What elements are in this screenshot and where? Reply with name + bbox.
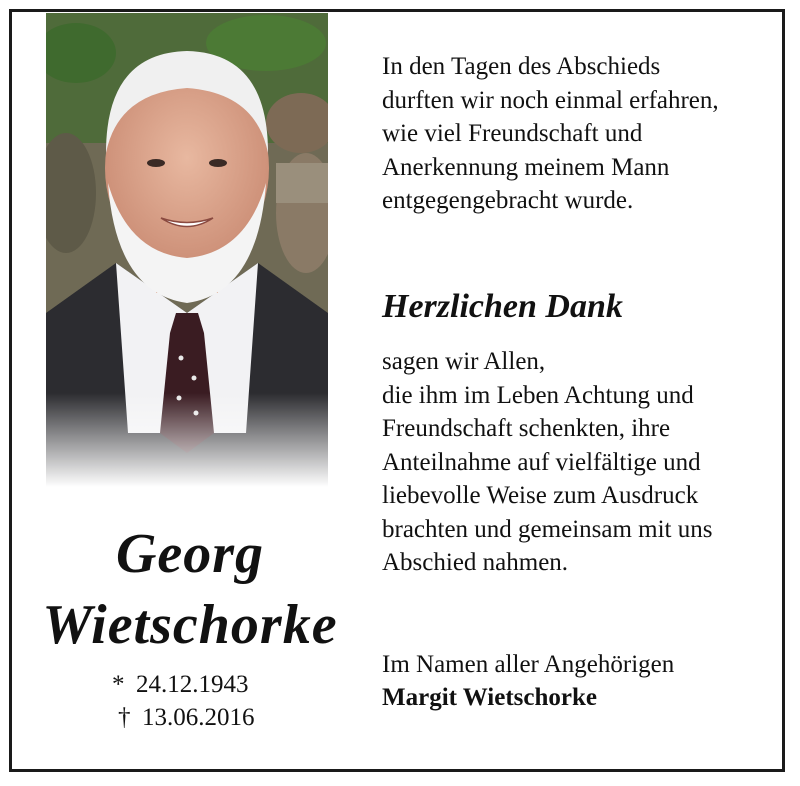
intro-line: In den Tagen des Abschieds [382, 53, 661, 80]
birth-symbol: * [112, 671, 125, 698]
birth-date: 24.12.1943 [136, 671, 249, 698]
deceased-first-name: Georg [115, 523, 265, 585]
thanks-paragraph [382, 345, 782, 580]
signature-block [382, 648, 674, 714]
thanks-line: sagen wir Allen, [382, 348, 546, 375]
thanks-line: brachten und gemeinsam mit uns [382, 515, 713, 543]
birth-date-line [112, 672, 312, 697]
deceased-last-name: Wietschorke [42, 594, 338, 656]
thanks-line: Abschied nahmen. [382, 549, 569, 576]
intro-line: entgegengebracht wurde. [382, 187, 634, 214]
intro-line: wie viel Freundschaft und [382, 120, 643, 147]
thanks-line: die ihm im Leben Achtung und [382, 381, 694, 409]
death-date: 13.06.2016 [142, 704, 255, 731]
signature-name: Margit Wietschorke [382, 684, 598, 711]
intro-paragraph [382, 50, 782, 218]
death-cross-icon: † [118, 704, 131, 731]
thanks-line: liebevolle Weise zum Ausdruck [382, 482, 699, 509]
thanks-heading: Herzlichen Dank [382, 288, 623, 325]
death-date-line [118, 705, 318, 730]
portrait-photo [46, 13, 328, 487]
thanks-line: Freundschaft schenkten, ihre [382, 415, 671, 442]
thanks-line: Anteilnahme auf vielfältige und [382, 448, 701, 476]
intro-line: durften wir noch einmal erfahren, [382, 86, 719, 114]
intro-line: Anerkennung meinem Mann [382, 153, 670, 181]
signature-line: Im Namen aller Angehörigen [382, 651, 675, 678]
